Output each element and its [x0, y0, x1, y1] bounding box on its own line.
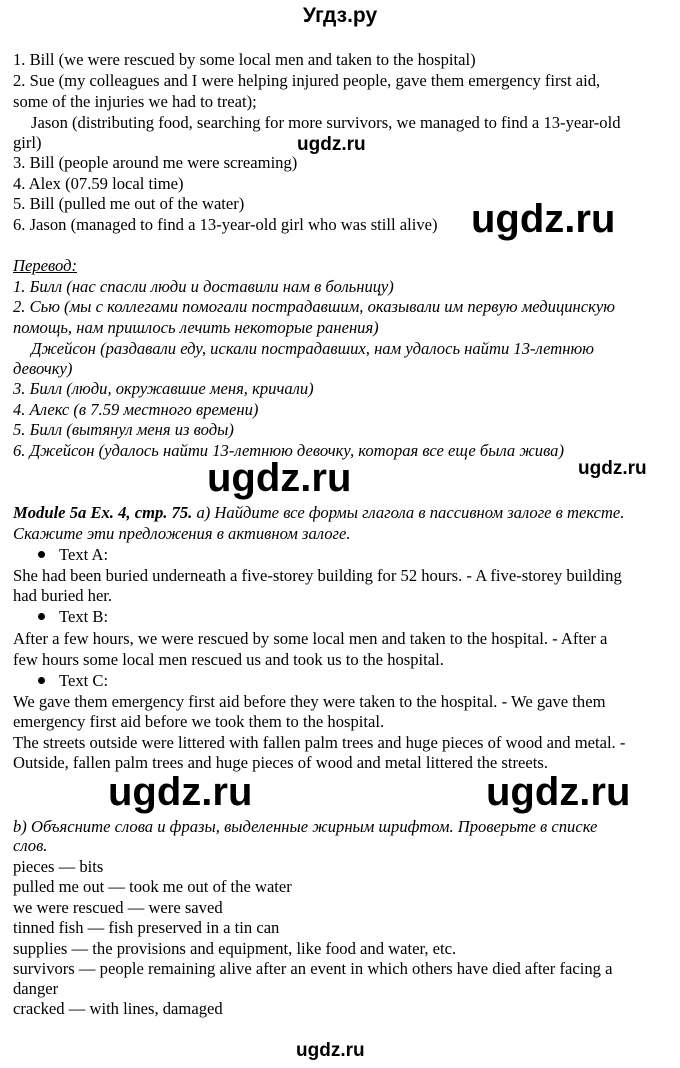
answer-line-4: Jason (distributing food, searching for more survivors, we managed to find a 13-year-old [31, 113, 621, 132]
watermark-small: ugdz.ru [296, 1040, 365, 1061]
vocab-line-1: pieces — bits [13, 857, 104, 876]
exercise-heading [13, 503, 624, 523]
bullet-text-b [38, 607, 108, 627]
translation-line-4: Джейсон (раздавали еду, искали пострадавших, нам удалось найти 13-летнюю [31, 339, 594, 358]
translation-heading: Перевод: [13, 256, 77, 275]
text-c-line-3: The streets outside were littered with fallen palm trees and huge pieces of wood and metal. - [13, 733, 626, 752]
bullet-icon [38, 551, 45, 558]
answer-line-6: 3. Bill (people around me were screaming) [13, 153, 298, 172]
watermark-large: ugdz.ru [486, 770, 631, 814]
task-a-line-2: Скажите эти предложения в активном залоге. [13, 524, 351, 543]
text-c-line-2: emergency first aid before we took them to the hospital. [13, 712, 385, 731]
text-b-label: Text B: [59, 607, 109, 626]
translation-line-2: 2. Сью (мы с коллегами помогали пострадавшим, оказывали им первую медицинскую [13, 297, 615, 316]
text-c-line-4: Outside, fallen palm trees and huge pieces of wood and metal littered the streets. [13, 753, 548, 772]
answer-line-1: 1. Bill (we were rescued by some local men and taken to the hospital) [13, 50, 476, 69]
answer-line-3: some of the injuries we had to treat); [13, 92, 257, 111]
answer-line-7: 4. Alex (07.59 local time) [13, 174, 184, 193]
task-b-line-2: слов. [13, 836, 48, 855]
site-title: Угдз.ру [302, 4, 378, 27]
watermark-large: ugdz.ru [471, 197, 616, 241]
translation-line-3: помощь, нам пришлось лечить некоторые ранения) [13, 318, 379, 337]
bullet-text-a [38, 545, 108, 565]
translation-line-9: 6. Джейсон (удалось найти 13-летнюю девочку, которая все еще была жива) [13, 441, 564, 460]
text-c-line-1: We gave them emergency first aid before they were taken to the hospital. - We gave them [13, 692, 606, 711]
vocab-line-5: supplies — the provisions and equipment, like food and water, etc. [13, 939, 457, 958]
vocab-line-7: danger [13, 979, 59, 998]
text-c-label: Text C: [59, 671, 109, 690]
watermark-small: ugdz.ru [297, 134, 366, 155]
watermark-large: ugdz.ru [108, 770, 253, 814]
translation-line-6: 3. Билл (люди, окружавшие меня, кричали) [13, 379, 314, 398]
translation-line-5: девочку) [13, 359, 73, 378]
watermark-large: ugdz.ru [207, 456, 352, 500]
text-a-line-2: had buried her. [13, 586, 113, 605]
watermark-small: ugdz.ru [578, 458, 647, 479]
answer-line-9: 6. Jason (managed to find a 13-year-old girl who was still alive) [13, 215, 438, 234]
translation-line-1: 1. Билл (нас спасли люди и доставили нам в больницу) [13, 277, 394, 296]
answer-line-2: 2. Sue (my colleagues and I were helping injured people, gave them emergency first aid, [13, 71, 601, 90]
task-b-line-1: b) Объясните слова и фразы, выделенные жирным шрифтом. Проверьте в списке [13, 817, 598, 836]
vocab-line-6: survivors — people remaining alive after an event in which others have died after facing a [13, 959, 613, 978]
vocab-line-3: we were rescued — were saved [13, 898, 223, 917]
bullet-text-c [38, 671, 108, 691]
text-b-line-1: After a few hours, we were rescued by some local men and taken to the hospital. - After a [13, 629, 608, 648]
vocab-line-4: tinned fish — fish preserved in a tin can [13, 918, 280, 937]
vocab-line-8: cracked — with lines, damaged [13, 999, 223, 1018]
task-a-line-1: а) Найдите все формы глагола в пассивном залоге в тексте. [192, 503, 625, 522]
answer-line-5: girl) [13, 133, 42, 152]
text-a-line-1: She had been buried underneath a five-storey building for 52 hours. - A five-storey building [13, 566, 622, 585]
bullet-icon [38, 677, 45, 684]
text-a-label: Text A: [59, 545, 109, 564]
translation-line-7: 4. Алекс (в 7.59 местного времени) [13, 400, 259, 419]
answer-line-8: 5. Bill (pulled me out of the water) [13, 194, 245, 213]
text-b-line-2: few hours some local men rescued us and took us to the hospital. [13, 650, 444, 669]
bullet-icon [38, 613, 45, 620]
exercise-reference: Module 5a Ex. 4, стр. 75. [13, 503, 193, 522]
vocab-line-2: pulled me out — took me out of the water [13, 877, 292, 896]
translation-line-8: 5. Билл (вытянул меня из воды) [13, 420, 234, 439]
